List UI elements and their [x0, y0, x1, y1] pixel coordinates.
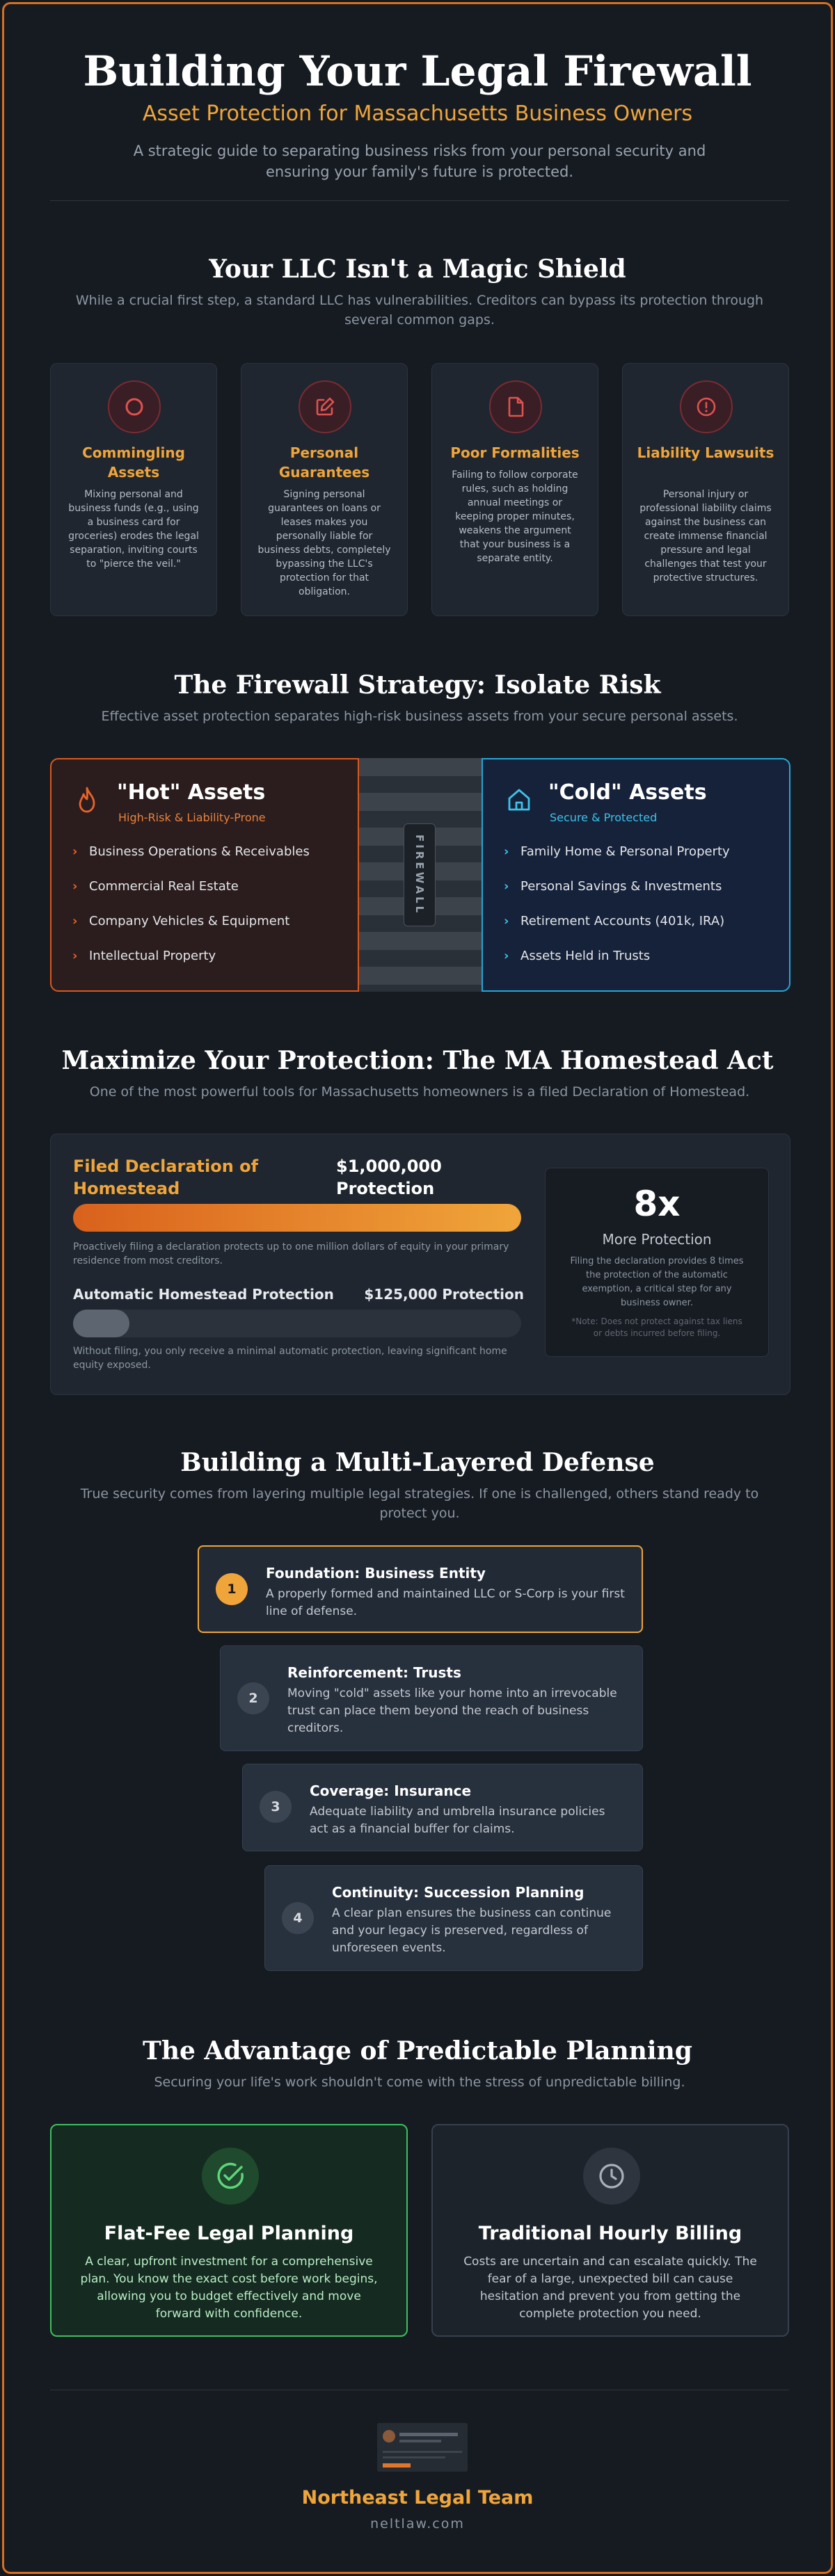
vulnerability-card-title: Personal Guarantees	[278, 444, 370, 481]
circle-icon	[108, 380, 161, 433]
cold-assets-title: "Cold" Assets	[548, 780, 707, 805]
automatic-homestead-note: Without filing, you only receive a minimal automatic protection, leaving significant home equity exposed.	[73, 1346, 507, 1371]
layer-title: Reinforcement: Trusts	[287, 1664, 461, 1681]
filed-homestead-bar	[73, 1204, 521, 1232]
layer-text: A clear plan ensures the business can continue and your legacy is preserved, regardless of unforeseen events.	[332, 1906, 612, 1955]
cold-asset-item: › Assets Held in Trusts	[504, 949, 651, 963]
layer-text: Moving "cold" assets like your home into an irrevocable trust can place them beyond the reach of business creditors.	[287, 1687, 617, 1735]
hourly-billing-text: Costs are uncertain and can escalate quickly. The fear of a large, unexpected bill can cause hesitation and prevent you from getting the complete protection you need.	[463, 2255, 757, 2321]
vulnerability-card-formalities	[431, 363, 598, 616]
flame-icon	[75, 786, 99, 816]
cold-assets-subtitle: Secure & Protected	[550, 811, 658, 824]
multiplier-text: Filing the declaration provides 8 times the protection of the automatic exemption, a critical step for any business owner.	[570, 1256, 744, 1308]
defense-layer-1	[198, 1545, 643, 1633]
home-icon	[505, 786, 533, 816]
flat-fee-text: A clear, upfront investment for a comprehensive plan. You know the exact cost before work begins, allowing you to budget effectively and move forward with confidence.	[80, 2255, 378, 2321]
hot-assets-title: "Hot" Assets	[117, 780, 266, 805]
layer-title: Continuity: Succession Planning	[332, 1884, 584, 1901]
footer-thumbnail-image	[377, 2423, 468, 2472]
multiplier-value: 8x	[633, 1184, 681, 1224]
layers-section-subtitle: True security comes from layering multiple legal strategies. If one is challenged, others stand ready to protect you.	[80, 1486, 759, 1521]
vulnerability-card-title: Poor Formalities	[450, 444, 580, 461]
hot-asset-item: › Commercial Real Estate	[72, 879, 239, 894]
layer-text: A properly formed and maintained LLC or S-Corp is your first line of defense.	[266, 1587, 625, 1618]
vulnerability-card-text: Personal injury or professional liability claims against the business can create immense financial pressure and legal challenges that test your protective structures.	[639, 489, 772, 583]
llc-section-title: Your LLC Isn't a Magic Shield	[209, 255, 626, 284]
vulnerability-card-lawsuits	[622, 363, 789, 616]
hot-asset-item: › Company Vehicles & Equipment	[72, 914, 290, 928]
layers-section-title: Building a Multi-Layered Defense	[180, 1448, 655, 1477]
vulnerability-card-guarantees	[241, 363, 408, 616]
vulnerability-card-text: Failing to follow corporate rules, such as holding annual meetings or keeping proper minutes, weakens the argument that your business is a separate entity.	[452, 469, 578, 564]
multiplier-label: More Protection	[602, 1231, 712, 1248]
vulnerability-card-title: Commingling Assets	[82, 444, 185, 481]
layer-title: Coverage: Insurance	[310, 1782, 472, 1799]
flat-fee-card	[50, 2124, 408, 2337]
automatic-homestead-amount: $125,000 Protection	[364, 1286, 524, 1303]
firewall-divider	[359, 758, 482, 992]
filed-homestead-amount: $1,000,000 Protection	[336, 1157, 442, 1198]
vulnerability-card-text: Signing personal guarantees on loans or leases makes you personally liable for business debts, completely bypassing the LLC's protection for that obligation.	[257, 489, 391, 597]
layer-title: Foundation: Business Entity	[266, 1565, 486, 1581]
firewall-label: FIREWALL	[404, 823, 436, 926]
alert-circle-icon	[680, 380, 733, 433]
defense-layer-3	[242, 1764, 643, 1851]
layer-number: 1	[216, 1573, 248, 1605]
vulnerability-card-commingling	[50, 363, 217, 616]
page-title: Building Your Legal Firewall	[83, 47, 752, 96]
multiplier-footnote: *Note: Does not protect against tax liens or debts incurred before filing.	[571, 1317, 742, 1338]
multiplier-box	[545, 1168, 769, 1357]
planning-section-title: The Advantage of Predictable Planning	[143, 2036, 692, 2066]
cold-assets-panel	[482, 758, 790, 992]
defense-layer-2	[220, 1645, 643, 1751]
hot-asset-item: › Intellectual Property	[72, 949, 216, 963]
clock-icon	[583, 2148, 640, 2205]
filed-homestead-bar-fill	[73, 1204, 521, 1232]
vulnerability-card-title: Liability Lawsuits	[637, 444, 774, 461]
hot-asset-item: › Business Operations & Receivables	[72, 844, 310, 859]
vulnerability-card-text: Mixing personal and business funds (e.g., using a business card for groceries) erodes the legal separation, inviting courts to "pierce the veil."	[68, 489, 199, 570]
cold-asset-item: › Retirement Accounts (401k, IRA)	[504, 914, 725, 928]
page-subtitle: Asset Protection for Massachusetts Business Owners	[142, 102, 693, 126]
homestead-section-title: Maximize Your Protection: The MA Homestead Act	[61, 1046, 774, 1075]
pencil-square-icon	[299, 380, 351, 433]
infographic-frame	[2, 2, 833, 2574]
hourly-billing-title: Traditional Hourly Billing	[478, 2223, 742, 2244]
llc-section-subtitle: While a crucial first step, a standard LLC has vulnerabilities. Creditors can bypass its protection through several common gaps.	[75, 293, 764, 328]
layer-text: Adequate liability and umbrella insurance policies act as a financial buffer for claims.	[310, 1805, 605, 1836]
layer-number: 2	[237, 1682, 269, 1714]
filed-homestead-label: Filed Declaration of Homestead	[73, 1157, 259, 1198]
homestead-section-subtitle: One of the most powerful tools for Massachusetts homeowners is a filed Declaration of Homestead.	[89, 1084, 750, 1100]
cold-asset-item: › Personal Savings & Investments	[504, 879, 722, 894]
planning-section-subtitle: Securing your life's work shouldn't come with the stress of unpredictable billing.	[154, 2075, 685, 2090]
flat-fee-title: Flat-Fee Legal Planning	[104, 2223, 354, 2244]
hot-assets-panel	[50, 758, 359, 992]
check-circle-icon	[202, 2148, 259, 2205]
firewall-section-title: The Firewall Strategy: Isolate Risk	[174, 670, 661, 700]
automatic-homestead-bar-fill	[73, 1310, 129, 1337]
footer-website: neltlaw.com	[370, 2516, 465, 2531]
firewall-section-subtitle: Effective asset protection separates high-risk business assets from your secure personal assets.	[101, 709, 738, 724]
cold-asset-item: › Family Home & Personal Property	[504, 844, 730, 859]
homestead-card	[50, 1134, 790, 1395]
footer-brand-name: Northeast Legal Team	[301, 2487, 534, 2509]
automatic-homestead-bar	[73, 1310, 521, 1337]
header-divider	[50, 200, 789, 201]
defense-layer-4	[264, 1865, 643, 1971]
filed-homestead-note: Proactively filing a declaration protects up to one million dollars of equity in your primary residence from most creditors.	[73, 1241, 509, 1266]
automatic-homestead-label: Automatic Homestead Protection	[73, 1286, 334, 1303]
hourly-billing-card	[431, 2124, 789, 2337]
hot-assets-subtitle: High-Risk & Liability-Prone	[118, 811, 266, 824]
layer-number: 3	[260, 1791, 292, 1823]
layer-number: 4	[282, 1902, 314, 1934]
page-description: A strategic guide to separating business risks from your personal security and ensuring your family's future is protected.	[133, 143, 706, 180]
document-icon	[489, 380, 542, 433]
